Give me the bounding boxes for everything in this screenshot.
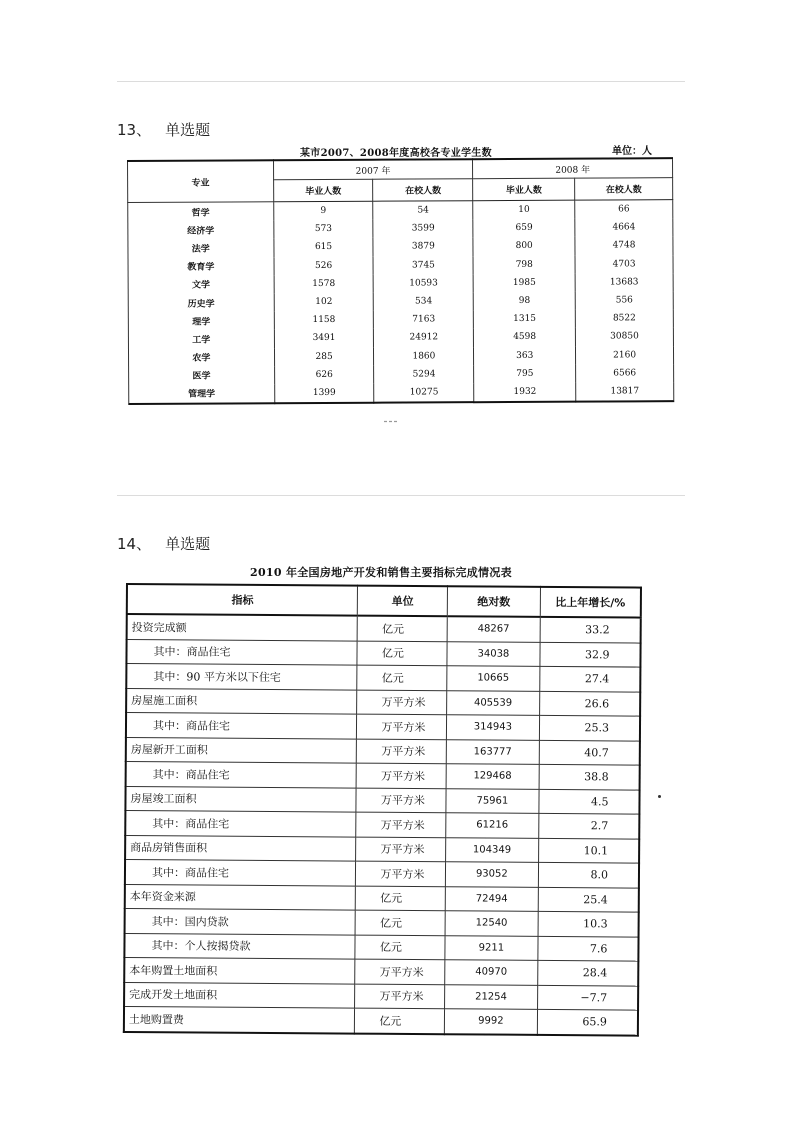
absolute-value-cell: 314943 <box>446 715 539 740</box>
table-row <box>125 884 639 912</box>
indicator-cell: 房屋竣工面积 <box>125 786 356 812</box>
unit-cell: 万平方米 <box>356 812 446 837</box>
column-header: 单位 <box>358 586 448 617</box>
indicator-cell: 其中：国内贷款 <box>125 908 356 934</box>
indicator-cell: 其中：商品住宅 <box>125 811 356 837</box>
absolute-value-cell: 93052 <box>445 862 538 887</box>
table-row <box>125 835 639 863</box>
absolute-value-cell: 40970 <box>445 960 538 985</box>
indicator-cell: 其中：商品住宅 <box>125 860 356 886</box>
unit-cell: 万平方米 <box>357 739 447 764</box>
column-header: 在校人数 <box>575 178 673 201</box>
unit-cell: 万平方米 <box>355 984 445 1009</box>
major-cell: 历史学 <box>128 293 274 312</box>
value-cell: 1860 <box>374 347 474 366</box>
growth-cell: 32.9 <box>540 642 641 667</box>
value-cell: 3745 <box>373 256 473 275</box>
table-row <box>125 811 639 839</box>
absolute-value-cell: 405539 <box>447 690 540 715</box>
unit-cell: 亿元 <box>355 935 445 960</box>
growth-cell: 27.4 <box>539 666 640 691</box>
value-cell: 534 <box>374 292 474 311</box>
table-row <box>126 664 640 692</box>
indicator-cell: 本年资金来源 <box>125 884 356 910</box>
value-cell: 30850 <box>576 327 674 346</box>
value-cell: 363 <box>474 346 576 365</box>
value-cell: 285 <box>274 347 374 366</box>
absolute-value-cell: 129468 <box>446 764 539 789</box>
growth-cell: 33.2 <box>540 617 641 643</box>
indicator-cell: 房屋施工面积 <box>126 688 357 714</box>
value-cell: 573 <box>273 220 373 239</box>
value-cell: 4748 <box>575 237 673 256</box>
middle-divider <box>117 495 685 496</box>
year-header: 2007 年 <box>273 159 473 180</box>
value-cell: 526 <box>274 256 374 275</box>
indicator-cell: 土地购置费 <box>124 1006 355 1033</box>
absolute-value-cell: 9211 <box>445 935 538 960</box>
table1-title: 某市2007、2008年度高校各专业学生数 <box>300 148 492 159</box>
major-header: 专业 <box>128 160 274 202</box>
absolute-value-cell: 9992 <box>444 1009 537 1035</box>
year-header: 2008 年 <box>473 158 673 179</box>
indicator-cell: 其中：个人按揭贷款 <box>124 933 355 959</box>
growth-cell: 8.0 <box>538 862 639 887</box>
growth-cell: 7.6 <box>538 936 639 961</box>
value-cell: 4703 <box>575 255 673 274</box>
value-cell: 1315 <box>474 310 576 329</box>
growth-cell: 40.7 <box>539 740 640 765</box>
growth-cell: 28.4 <box>537 960 638 985</box>
table2-title: 2010 年全国房地产开发和销售主要指标完成情况表 <box>250 566 512 579</box>
value-cell: 98 <box>474 292 576 311</box>
table-row <box>127 614 641 643</box>
growth-cell: 10.3 <box>538 911 639 936</box>
unit-cell: 万平方米 <box>357 714 447 739</box>
unit-cell: 万平方米 <box>356 763 446 788</box>
table-row <box>124 1006 638 1035</box>
column-header: 毕业人数 <box>473 178 575 201</box>
value-cell: 10275 <box>374 383 474 403</box>
value-cell: 13683 <box>575 273 673 292</box>
growth-cell: 10.1 <box>538 838 639 863</box>
value-cell: 13817 <box>576 382 674 402</box>
unit-cell: 亿元 <box>357 641 447 666</box>
major-cell: 管理学 <box>129 384 275 404</box>
absolute-value-cell: 34038 <box>447 641 540 666</box>
table-row <box>129 382 674 404</box>
table-row <box>126 688 640 716</box>
scan-speck <box>658 795 661 798</box>
value-cell: 1578 <box>274 274 374 293</box>
indicator-cell: 完成开发土地面积 <box>124 982 355 1008</box>
value-cell: 7163 <box>374 310 474 329</box>
unit-cell: 亿元 <box>356 886 446 911</box>
value-cell: 800 <box>473 237 575 256</box>
major-cell: 经济学 <box>128 220 274 239</box>
indicator-cell: 其中：90 平方米以下住宅 <box>126 664 357 690</box>
table-row <box>126 639 640 667</box>
value-cell: 4664 <box>575 218 673 237</box>
unit-cell: 亿元 <box>357 616 447 642</box>
table2-image <box>123 583 646 1036</box>
unit-cell: 万平方米 <box>355 959 445 984</box>
value-cell: 102 <box>274 293 374 312</box>
unit-cell: 亿元 <box>357 665 447 690</box>
question-number: 13、 <box>117 121 152 139</box>
growth-cell: 2.7 <box>538 813 639 838</box>
value-cell: 8522 <box>575 309 673 328</box>
value-cell: 54 <box>373 201 473 220</box>
unit-cell: 万平方米 <box>356 837 446 862</box>
indicator-cell: 其中：商品住宅 <box>126 639 357 665</box>
question-number: 14、 <box>117 535 152 553</box>
growth-cell: 4.5 <box>539 789 640 814</box>
absolute-value-cell: 61216 <box>446 813 539 838</box>
absolute-value-cell: 75961 <box>446 788 539 813</box>
growth-cell: 25.3 <box>539 715 640 740</box>
column-header: 比上年增长/% <box>540 587 641 618</box>
table-row <box>126 737 640 765</box>
top-divider <box>117 81 685 82</box>
absolute-value-cell: 10665 <box>447 666 540 691</box>
value-cell: 556 <box>575 291 673 310</box>
growth-cell: 25.4 <box>538 887 639 912</box>
table-row <box>124 957 638 985</box>
students-table <box>127 157 674 405</box>
growth-cell: 38.8 <box>539 764 640 789</box>
indicator-cell: 其中：商品住宅 <box>126 762 357 788</box>
column-header: 在校人数 <box>373 179 473 202</box>
growth-cell: 65.9 <box>537 1009 638 1035</box>
table-row <box>126 713 640 741</box>
growth-cell: 26.6 <box>539 691 640 716</box>
value-cell: 798 <box>473 255 575 274</box>
table-row <box>125 860 639 888</box>
value-cell: 66 <box>575 200 673 219</box>
major-cell: 教育学 <box>128 257 274 276</box>
column-header: 指标 <box>127 584 358 616</box>
table1-image <box>127 157 674 405</box>
question-14-heading <box>117 533 210 554</box>
value-cell: 9 <box>273 201 373 220</box>
value-cell: 1932 <box>474 383 576 403</box>
value-cell: 615 <box>274 238 374 257</box>
table-row <box>125 786 639 814</box>
value-cell: 626 <box>274 365 374 384</box>
value-cell: 659 <box>473 219 575 238</box>
unit-cell: 亿元 <box>355 1008 445 1034</box>
major-cell: 文学 <box>128 275 274 294</box>
major-cell: 医学 <box>129 366 275 385</box>
value-cell: 10593 <box>374 274 474 293</box>
unit-cell: 万平方米 <box>356 861 446 886</box>
major-cell: 农学 <box>128 348 274 367</box>
value-cell: 1985 <box>473 273 575 292</box>
major-cell: 法学 <box>128 239 274 258</box>
value-cell: 795 <box>474 364 576 383</box>
table-row <box>124 982 638 1010</box>
value-cell: 1399 <box>274 384 374 404</box>
table-row <box>125 908 639 936</box>
table1-unit: 单位：人 <box>612 146 652 157</box>
major-cell: 理学 <box>128 311 274 330</box>
absolute-value-cell: 163777 <box>446 739 539 764</box>
absolute-value-cell: 48267 <box>447 616 540 642</box>
value-cell: 3491 <box>274 329 374 348</box>
scan-mark <box>384 420 398 423</box>
major-cell: 哲学 <box>128 202 274 221</box>
unit-cell: 亿元 <box>355 910 445 935</box>
absolute-value-cell: 104349 <box>446 837 539 862</box>
value-cell: 3599 <box>373 219 473 238</box>
absolute-value-cell: 72494 <box>445 886 538 911</box>
question-type: 单选题 <box>165 121 211 139</box>
indicator-cell: 本年购置土地面积 <box>124 957 355 983</box>
column-header: 毕业人数 <box>273 179 373 202</box>
value-cell: 3879 <box>373 238 473 257</box>
value-cell: 6566 <box>576 364 674 383</box>
indicator-cell: 房屋新开工面积 <box>126 737 357 763</box>
table-row <box>126 762 640 790</box>
indicator-cell: 商品房销售面积 <box>125 835 356 861</box>
real-estate-table <box>123 583 642 1036</box>
value-cell: 1158 <box>274 311 374 330</box>
indicator-cell: 投资完成额 <box>127 614 358 641</box>
value-cell: 2160 <box>576 346 674 365</box>
absolute-value-cell: 12540 <box>445 911 538 936</box>
question-13-heading <box>117 119 210 140</box>
question-type: 单选题 <box>165 535 211 553</box>
value-cell: 10 <box>473 200 575 219</box>
value-cell: 4598 <box>474 328 576 347</box>
table-row <box>124 933 638 961</box>
value-cell: 5294 <box>374 365 474 384</box>
unit-cell: 万平方米 <box>356 788 446 813</box>
value-cell: 24912 <box>374 328 474 347</box>
unit-cell: 万平方米 <box>357 690 447 715</box>
growth-cell: −7.7 <box>537 985 638 1010</box>
major-cell: 工学 <box>128 330 274 349</box>
column-header: 绝对数 <box>447 586 540 617</box>
absolute-value-cell: 21254 <box>445 984 538 1009</box>
indicator-cell: 其中：商品住宅 <box>126 713 357 739</box>
